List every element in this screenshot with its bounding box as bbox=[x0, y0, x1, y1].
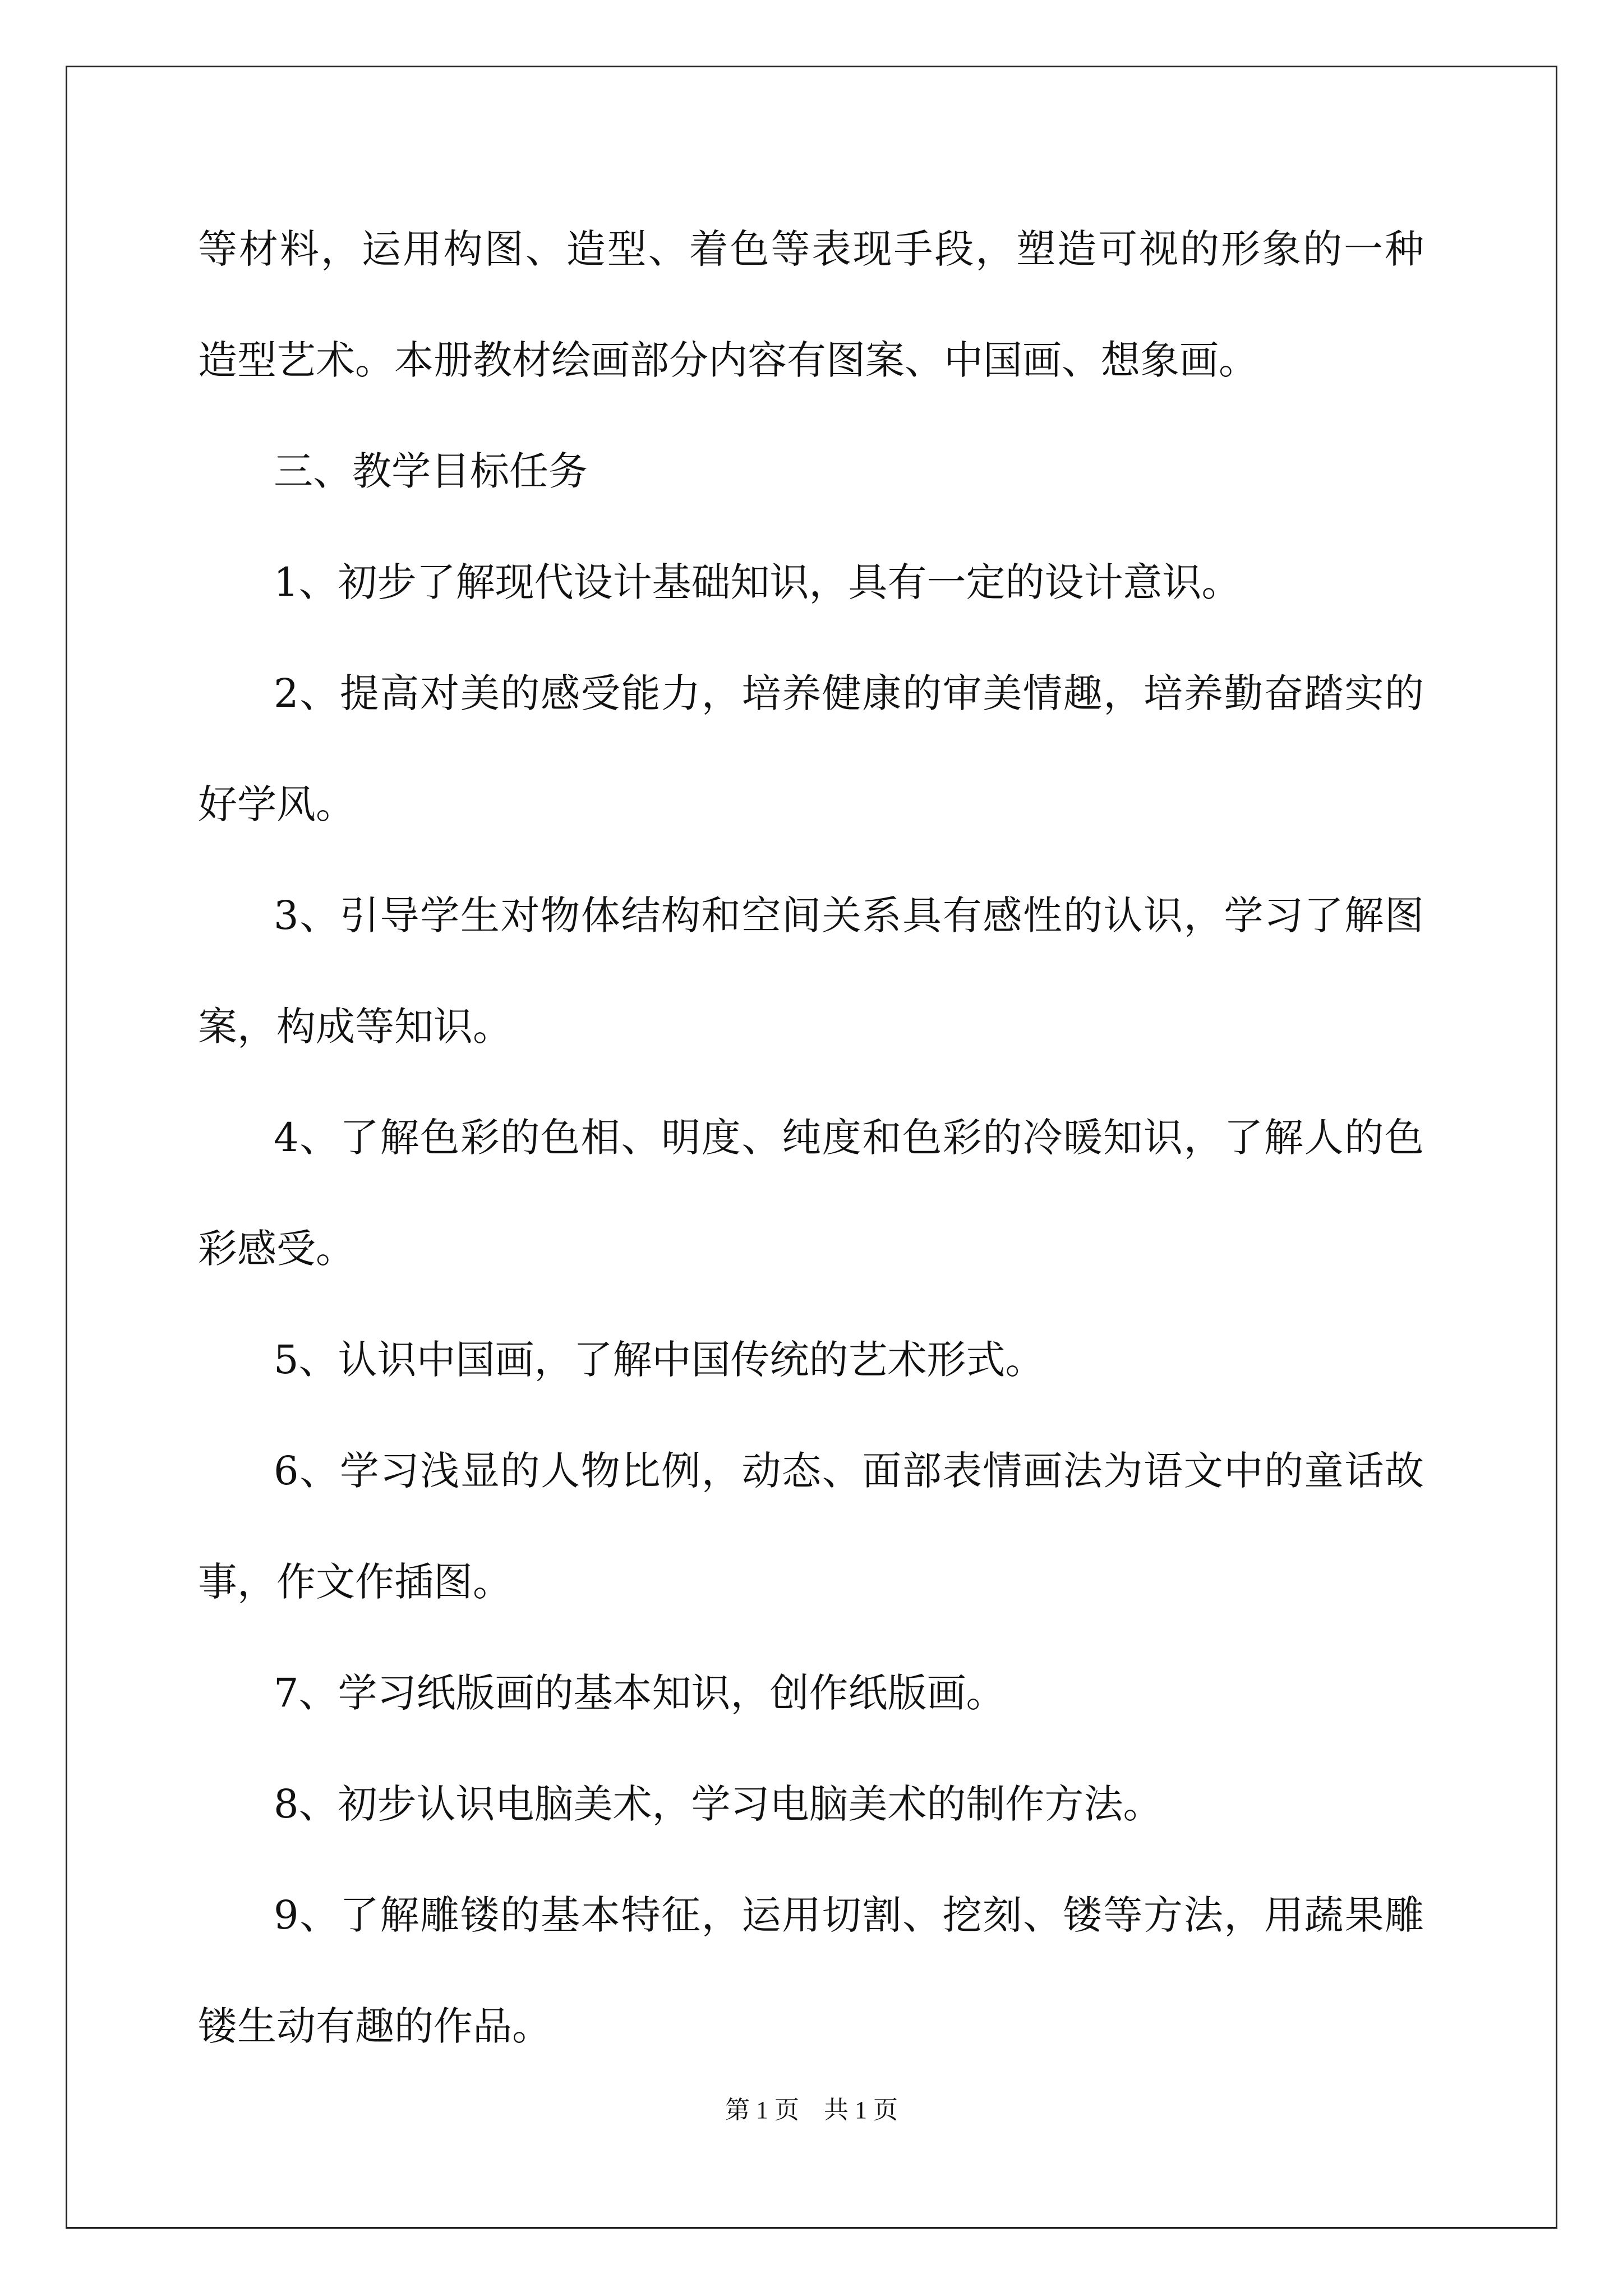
list-item-continuation: 案，构成等知识。 bbox=[198, 1004, 512, 1050]
list-item: 9、了解雕镂的基本特征，运用切割、挖刻、镂等方法，用蔬果雕 bbox=[274, 1892, 1424, 1938]
list-item: 3、引导学生对物体结构和空间关系具有感性的认识，学习了解图 bbox=[274, 892, 1424, 938]
list-item: 6、学习浅显的人物比例，动态、面部表情画法为语文中的童话故 bbox=[274, 1448, 1424, 1494]
list-item: 5、认识中国画，了解中国传统的艺术形式。 bbox=[274, 1337, 1045, 1383]
list-item-continuation: 好学风。 bbox=[198, 781, 355, 827]
page-number-footer: 第 1 页 共 1 页 bbox=[725, 2096, 898, 2124]
list-item-continuation: 彩感受。 bbox=[198, 1226, 355, 1272]
list-item: 7、学习纸版画的基本知识，创作纸版画。 bbox=[274, 1670, 1006, 1716]
list-item: 1、初步了解现代设计基础知识，具有一定的设计意识。 bbox=[274, 559, 1241, 605]
section-heading: 三、教学目标任务 bbox=[274, 448, 588, 494]
list-item-continuation: 事，作文作插图。 bbox=[198, 1559, 512, 1605]
paragraph-line: 等材料，运用构图、造型、着色等表现手段，塑造可视的形象的一种 bbox=[198, 226, 1424, 272]
list-item-continuation: 镂生动有趣的作品。 bbox=[198, 2003, 551, 2049]
list-item: 2、提高对美的感受能力，培养健康的审美情趣，培养勤奋踏实的 bbox=[274, 670, 1424, 716]
list-item: 4、了解色彩的色相、明度、纯度和色彩的冷暖知识，了解人的色 bbox=[274, 1115, 1424, 1161]
list-item: 8、初步认识电脑美术，学习电脑美术的制作方法。 bbox=[274, 1781, 1163, 1827]
paragraph-line: 造型艺术。本册教材绘画部分内容有图案、中国画、想象画。 bbox=[198, 337, 1258, 383]
